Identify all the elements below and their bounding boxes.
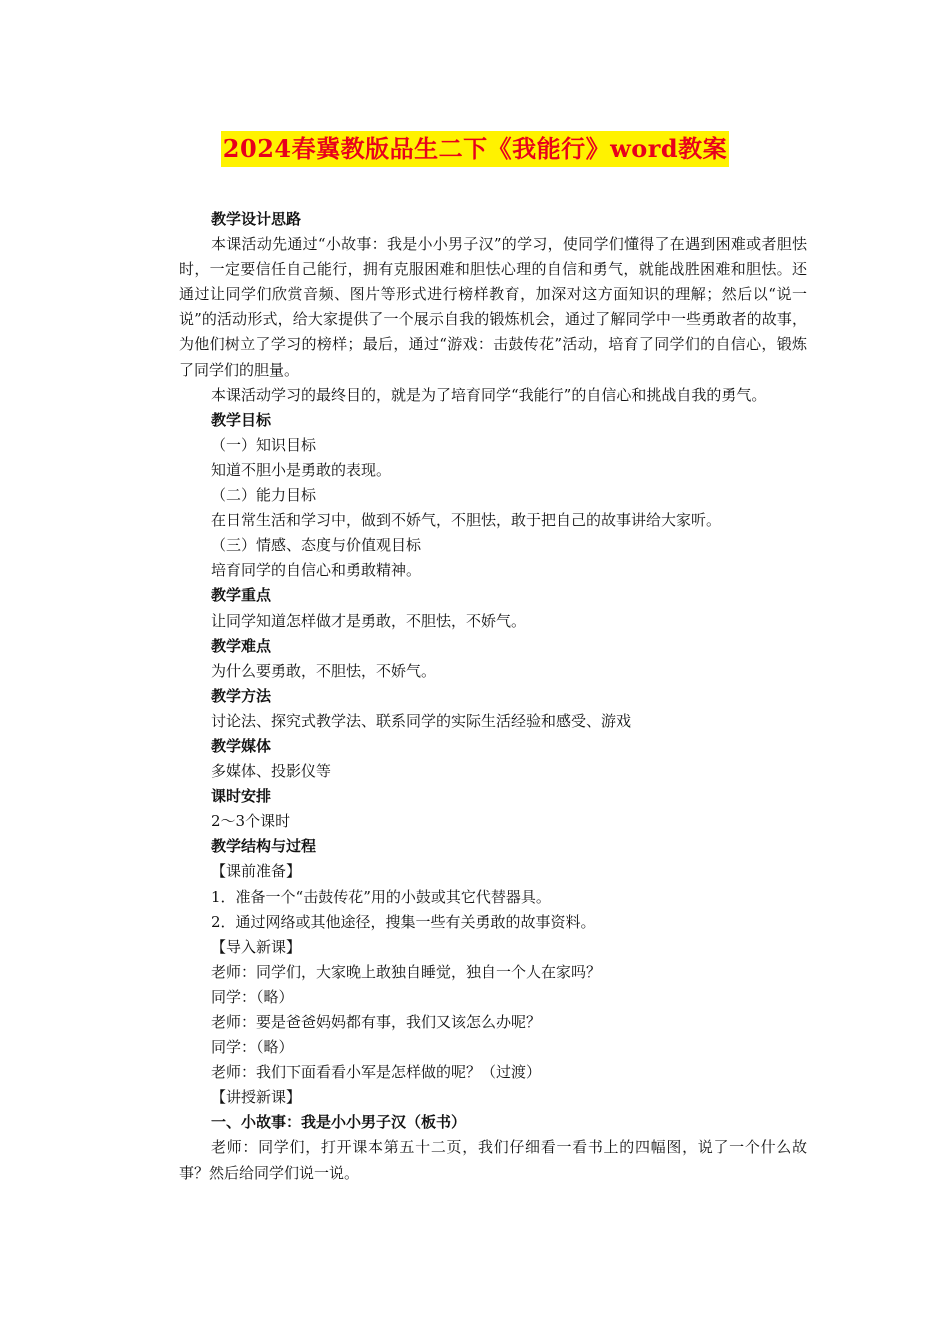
section-heading: 教学媒体 [211,736,272,755]
body-line: （一）知识目标 [211,435,317,454]
section-heading: 一、小故事：我是小小男子汉（板书） [211,1113,467,1132]
body-line: 【课前准备】 [211,862,302,881]
body-line: 知道不胆小是勇敢的表现。 [211,460,392,479]
body-line: 【导入新课】 [211,937,302,956]
body-line: 老师：同学们，大家晚上敢独自睡觉，独自一个人在家吗？ [211,962,602,981]
section-heading: 教学重点 [211,586,272,605]
body-line: 同学：（略） [211,1038,294,1057]
body-line: 培育同学的自信心和勇敢精神。 [211,561,422,580]
body-line: 2．通过网络或其他途径，搜集一些有关勇敢的故事资料。 [211,912,596,931]
body-line: 老师：要是爸爸妈妈都有事，我们又该怎么办呢？ [211,1013,542,1031]
section-heading: 教学结构与过程 [211,837,317,856]
section-heading: 教学设计思路 [211,210,302,228]
body-paragraph: 老师：同学们，打开课本第五十二页，我们仔细看一看书上的四幅图，说了一个什么故事？然后给同学们说一说。 [179,1138,807,1182]
document-title: 2024春冀教版品生二下《我能行》word教案 [221,131,729,167]
body-line: 多媒体、投影仪等 [211,762,332,781]
section-heading: 课时安排 [211,787,272,806]
title-container [0,131,950,167]
section-heading: 教学目标 [211,410,272,429]
body-line: 为什么要勇敢，不胆怯，不娇气。 [211,661,437,680]
body-line: 老师：我们下面看看小军是怎样做的呢？（过渡） [211,1063,542,1082]
body-line: 同学：（略） [211,987,294,1006]
section-heading: 教学方法 [211,686,272,705]
body-line: （三）情感、态度与价值观目标 [211,536,422,555]
body-line: 在日常生活和学习中，做到不娇气，不胆怯，敢于把自己的故事讲给大家听。 [211,511,722,530]
section-heading: 教学难点 [211,636,272,655]
body-line: 【讲授新课】 [211,1088,302,1107]
body-line: （二）能力目标 [211,486,317,505]
body-line: 讨论法、探究式教学法、联系同学的实际生活经验和感受、游戏 [211,711,632,730]
body-paragraph: 本课活动学习的最终目的，就是为了培育同学“我能行”的自信心和挑战自我的勇气。 [211,385,767,404]
body-paragraph: 本课活动先通过“小故事：我是小小男子汉”的学习，使同学们懂得了在遇到困难或者胆怯时，一定要信任自己能行，拥有克服困难和胆怯心理的自信和勇气，就能战胜困难和胆怯。还通过让同学们欣赏音频、图片等形式进行榜样教育，加深对这方面知识的理解；然后以“说一说”的活动形式，给大家提供了一个展示自我的锻炼机会，通过了解同学中一些勇敢者的故事，为他们树立了学习的榜样；最后，通过“游戏：击鼓传花”活动，培育了同学们的自信心，锻炼了同学们的胆量。 [179,235,807,379]
body-line: 2～3个课时 [211,812,291,831]
body-line: 让同学知道怎样做才是勇敢，不胆怯，不娇气。 [211,611,527,630]
document-body [179,207,807,1186]
body-line: 1．准备一个“击鼓传花”用的小鼓或其它代替器具。 [211,887,551,906]
